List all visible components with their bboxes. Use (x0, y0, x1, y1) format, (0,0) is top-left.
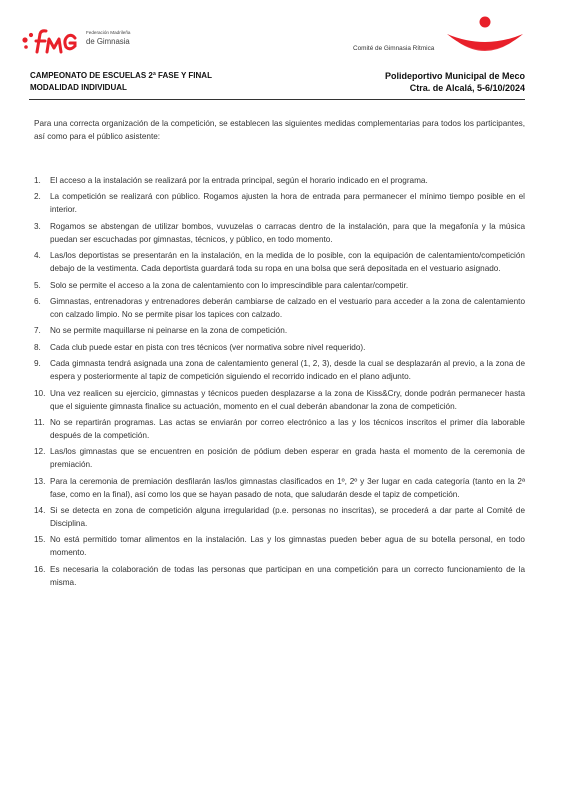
rule-item (34, 475, 525, 501)
rule-item (34, 533, 525, 559)
rule-item (34, 249, 525, 275)
rule-text: No se repartirán programas. Las actas se enviarán por correo electrónico a las y los técnicos inscritos el primer día laborable después de la competición. (50, 417, 525, 440)
rule-text: No se permite maquillarse ni peinarse en la zona de competición. (50, 326, 288, 336)
logo-big-text: de Gimnasia (86, 37, 130, 46)
rule-text: Gimnastas, entrenadoras y entrenadores deberán cambiarse de calzado en el vestuario para acceder a la zona de calentamiento con calzado limpio. No se permite pisar los tapices con calzado. (50, 296, 525, 319)
rule-item (34, 357, 525, 383)
rule-item (34, 341, 525, 354)
header-divider (29, 99, 525, 100)
rule-number: 1. (34, 176, 41, 185)
rule-item (34, 190, 525, 216)
event-title-line1: CAMPEONATO DE ESCUELAS 2ª FASE Y FINAL (30, 71, 212, 80)
rule-item (34, 295, 525, 321)
rule-text: Cada club puede estar en pista con tres técnicos (ver normativa sobre nivel requerido). (50, 342, 366, 352)
rhythmic-gymnastics-logo-icon (444, 14, 526, 56)
rule-item (34, 279, 525, 292)
rule-number: 11. (34, 417, 45, 427)
federation-logo (20, 26, 160, 56)
rule-number: 13. (34, 476, 46, 486)
rule-text: Una vez realicen su ejercicio, gimnastas y técnicos pueden desplazarse a la zona de Kiss&Cry, donde podrán permanecer hasta que el siguiente gimnasta finalice su actuación, momento en el cual deberán abandonar la zona de competición. (50, 388, 525, 411)
rule-number: 6. (34, 296, 41, 306)
rule-number: 10. (34, 388, 46, 398)
event-venue (385, 70, 525, 94)
rules-list (34, 174, 525, 592)
rule-item (34, 416, 525, 442)
rule-text: El acceso a la instalación se realizará por la entrada principal, según el horario indicado en el programa. (50, 176, 428, 185)
rule-number: 9. (34, 359, 41, 369)
rule-item (34, 174, 525, 187)
rule-text: Solo se permite el acceso a la zona de calentamiento con lo imprescindible para calentar/competir. (50, 280, 409, 290)
rule-text: Rogamos se abstengan de utilizar bombos, vuvuzelas o carracas dentro de la instalación, para que la megafonía y la música puedan ser escuchadas por gimnastas, técnicos, y público, en todo momento. (50, 221, 525, 244)
venue-address-date: Ctra. de Alcalá, 5-6/10/2024 (409, 83, 525, 93)
logo-small-text: Federación Madrileña (86, 30, 131, 35)
intro-paragraph: Para una correcta organización de la competición, se establecen las siguientes medidas complementarias para todos los participantes, así como para el público asistente: (34, 119, 525, 141)
rule-text: Las/los deportistas se presentarán en la instalación, en la medida de lo posible, con la equipación de calentamiento/competición debajo de la vestimenta. Cada deportista guardará toda su ropa en una bolsa que será depositada en el vestuario asignado. (50, 251, 525, 274)
rule-number: 12. (34, 447, 46, 457)
rule-text: Si se detecta en zona de competición alguna irregularidad (p.e. personas no inscritas), se procederá a dar parte al Comité de Disciplina. (50, 506, 525, 529)
rule-text: No está permitido tomar alimentos en la instalación. Las y los gimnastas pueden beber agua de su botella personal, en todo momento. (50, 535, 525, 558)
rule-text: Es necesaria la colaboración de todas las personas que participan en una competición para un correcto funcionamiento de la misma. (50, 564, 525, 587)
venue-name: Polideportivo Municipal de Meco (384, 71, 525, 81)
rule-number: 4. (34, 251, 41, 261)
rule-item (34, 563, 525, 589)
rule-number: 8. (34, 342, 41, 352)
rule-item (34, 324, 525, 337)
rule-item (34, 445, 525, 471)
rule-item (34, 220, 525, 246)
rule-number: 14. (34, 506, 46, 516)
event-title (30, 70, 212, 94)
rule-number: 16. (34, 564, 46, 574)
event-title-line2: MODALIDAD INDIVIDUAL (30, 83, 127, 92)
rule-number: 3. (34, 221, 41, 231)
committee-name: Comité de Gimnasia Rítmica (353, 45, 435, 52)
rule-number: 5. (34, 280, 41, 290)
rule-text: Para la ceremonia de premiación desfilarán las/los gimnastas clasificados en 1º, 2º y 3er lugar en cada categoría (tanto en la 2ª fase, como en la final), así como los que se hayan pasado de nota, que saludarán desde el tapiz de competición. (50, 476, 525, 499)
rule-text: Cada gimnasta tendrá asignada una zona de calentamiento general (1, 2, 3), desde la cual se desplazarán al previo, a la zona de espera y posteriormente al tapiz de competición siguiendo el recorrido indicado en el plano adjunto. (50, 359, 525, 382)
fmg-logo-icon (20, 26, 80, 56)
rule-text: Las/los gimnastas que se encuentren en posición de pódium deben esperar en grada hasta el momento de la ceremonia de premiación. (50, 447, 525, 470)
rule-item (34, 387, 525, 413)
rule-number: 2. (34, 192, 41, 202)
rule-number: 7. (34, 326, 41, 336)
rule-number: 15. (34, 535, 46, 545)
rule-text: La competición se realizará con público. Rogamos ajusten la hora de entrada para permanecer el mínimo tiempo posible en el interior. (50, 192, 525, 215)
rule-item (34, 504, 525, 530)
